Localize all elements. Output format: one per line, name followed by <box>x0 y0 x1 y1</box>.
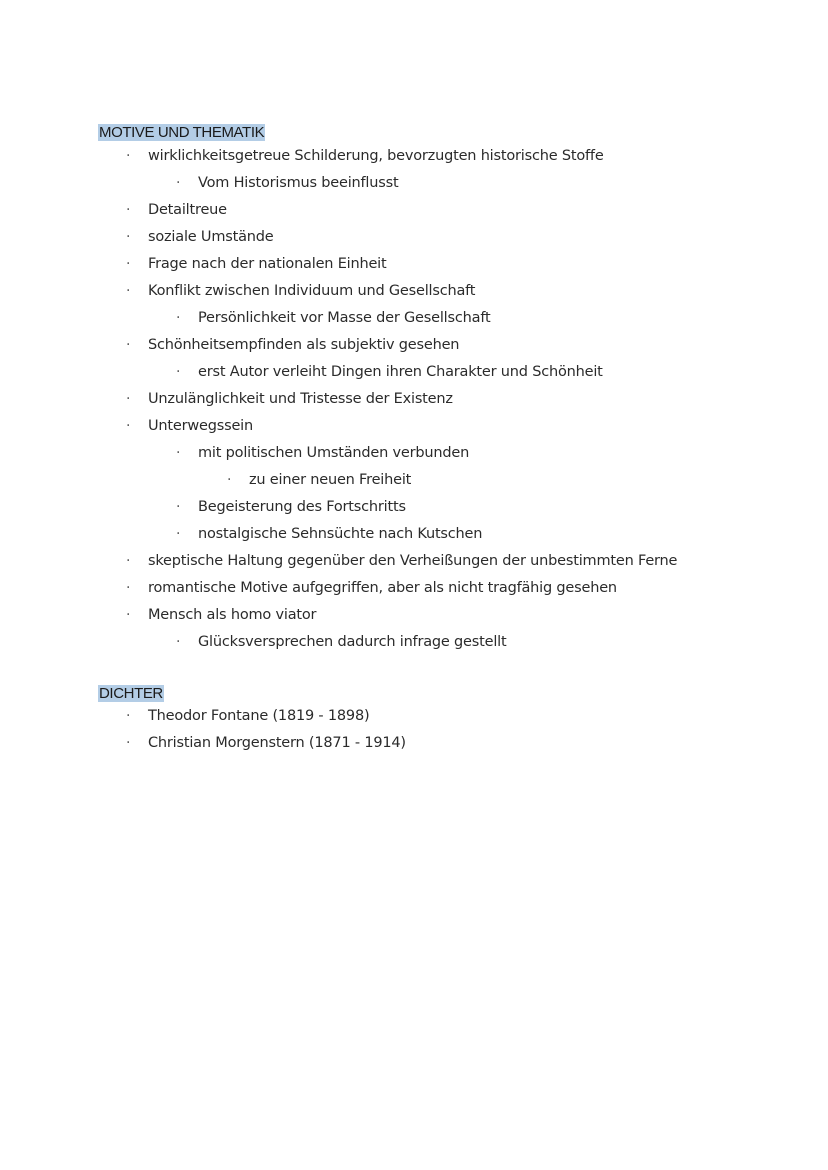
list-item-text: Konflikt zwischen Individuum und Gesellschaft <box>148 283 476 299</box>
bullet-dot: · <box>176 310 181 326</box>
bullet-dot: · <box>126 418 131 434</box>
bullet-dot: · <box>176 175 181 191</box>
bullet-dot: · <box>176 634 181 650</box>
list-item-text: Vom Historismus beeinflusst <box>198 175 399 191</box>
bullet-dot: · <box>126 148 131 164</box>
bullet-dot: · <box>126 283 131 299</box>
bullet-dot: · <box>126 337 131 353</box>
list-item-text: Mensch als homo viator <box>148 607 317 623</box>
bullet-dot: · <box>126 202 131 218</box>
bullet-dot: · <box>126 708 131 724</box>
list-item-text: Schönheitsempfinden als subjektiv gesehen <box>148 337 460 353</box>
section-heading-dichter <box>97 685 165 703</box>
list-item-text: Frage nach der nationalen Einheit <box>148 256 387 272</box>
list-item-text: Persönlichkeit vor Masse der Gesellschaft <box>198 310 491 326</box>
bullet-dot: · <box>126 553 131 569</box>
list-item-text: Unterwegssein <box>148 418 254 434</box>
bullet-dot: · <box>227 472 232 488</box>
list-item-text: soziale Umstände <box>148 229 274 245</box>
heading-text-motive: MOTIVE UND THEMATIK <box>99 124 265 141</box>
heading-text-dichter: DICHTER <box>99 685 163 702</box>
bullet-dot: · <box>176 526 181 542</box>
list-item-text: erst Autor verleiht Dingen ihren Charakter und Schönheit <box>198 364 603 380</box>
list-item-text: zu einer neuen Freiheit <box>249 472 412 488</box>
bullet-dot: · <box>126 256 131 272</box>
bullet-dot: · <box>126 229 131 245</box>
list-item-text: Theodor Fontane (1819 - 1898) <box>148 708 370 724</box>
bullet-dot: · <box>126 391 131 407</box>
list-item-text: wirklichkeitsgetreue Schilderung, bevorzugten historische Stoffe <box>148 148 604 164</box>
bullet-dot: · <box>176 364 181 380</box>
list-item-text: Christian Morgenstern (1871 - 1914) <box>148 735 406 751</box>
section-heading-motive <box>97 124 266 142</box>
list-item-text: mit politischen Umständen verbunden <box>198 445 470 461</box>
list-item-text: Begeisterung des Fortschritts <box>198 499 406 515</box>
bullet-dot: · <box>176 499 181 515</box>
list-item-text: Unzulänglichkeit und Tristesse der Existenz <box>148 391 453 407</box>
bullet-dot: · <box>176 445 181 461</box>
list-item-text: skeptische Haltung gegenüber den Verheißungen der unbestimmten Ferne <box>148 553 678 569</box>
bullet-dot: · <box>126 735 131 751</box>
list-item-text: Glücksversprechen dadurch infrage gestellt <box>198 634 507 650</box>
bullet-dot: · <box>126 607 131 623</box>
list-item-text: nostalgische Sehnsüchte nach Kutschen <box>198 526 483 542</box>
list-item-text: romantische Motive aufgegriffen, aber als nicht tragfähig gesehen <box>148 580 617 596</box>
list-item-text: Detailtreue <box>148 202 227 218</box>
bullet-dot: · <box>126 580 131 596</box>
